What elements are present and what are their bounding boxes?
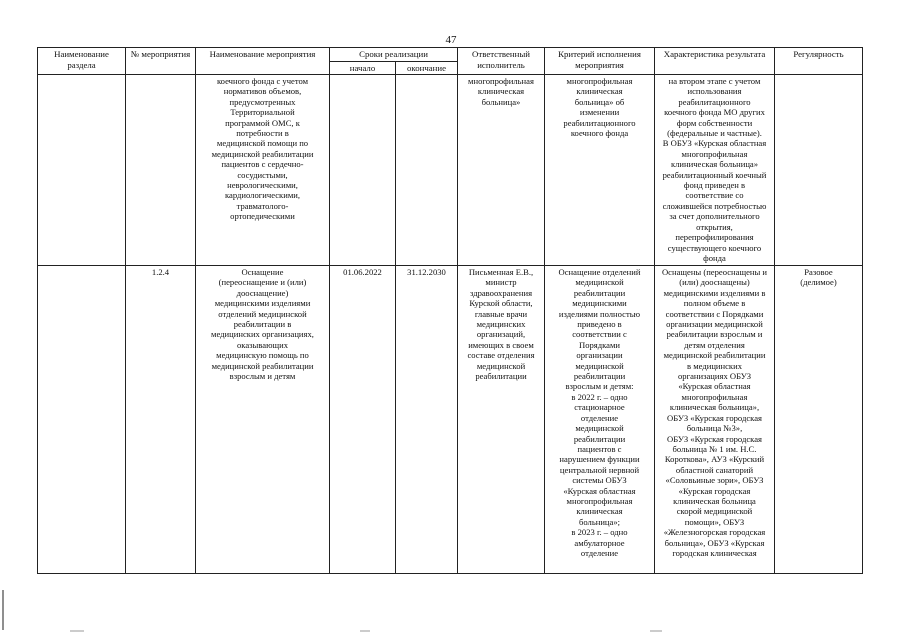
cell-criterion: Оснащение отделений медицинской реабилитации медицинскими изделиями полностью приведено в соответствии с Порядками организации медицинской реабилитации взрослым и детям: в 2022 г. – одно стационарное отделение медицинской реабилитации пациентов с нарушением функции центральной нервной системы ОБУЗ «Курская областная многопрофильная клиническая больница»; в 2023 г. – одно амбулаторное отделение [545,266,655,574]
col-header-start: начало [330,61,396,75]
col-header-result: Характеристика результата [655,48,775,75]
col-header-event-name: Наименование мероприятия [196,48,330,75]
events-table [37,47,863,574]
header-row [38,48,863,62]
table-row [38,266,863,574]
scan-edge-mark [2,590,4,630]
cell-end: 31.12.2030 [396,266,458,574]
cell-start [330,75,396,266]
cell-section [38,75,126,266]
cell-regularity [775,75,863,266]
cell-regularity: Разовое (делимое) [775,266,863,574]
cell-responsible: многопрофильная клиническая больница» [458,75,545,266]
col-header-criterion: Критерий исполнения мероприятия [545,48,655,75]
col-header-end: окончание [396,61,458,75]
col-header-deadlines: Сроки реализации [330,48,458,62]
cell-result: на втором этапе с учетом использования реабилитационного коечного фонда МО других форм собственности (федеральные и частные). В ОБУЗ «Курская областная многопрофильная клиническая больница» реабилитационный коечный фонд приведен в соответствие со сложившейся потребностью за счет дополнительного открытия, перепрофилирования существующего коечного фонда [655,75,775,266]
cell-criterion: многопрофильная клиническая больница» об изменении реабилитационного коечного фонда [545,75,655,266]
col-header-regularity: Регулярность [775,48,863,75]
cell-section [38,266,126,574]
cell-result: Оснащены (переоснащены и (или) дооснащены) медицинскими изделиями в полном объеме в соответствии с Порядками организации медицинской реабилитации взрослым и детям отделения медицинской реабилитации в медицинских организациях ОБУЗ «Курская областная многопрофильная клиническая больница», ОБУЗ «Курская городская больница №3», ОБУЗ «Курская городская больница № 1 им. Н.С. Короткова», АУЗ «Курский областной санаторий «Соловьиные зори», ОБУЗ «Курская городская клиническая больница скорой медицинской помощи», ОБУЗ «Железногорская городская больница», ОБУЗ «Курская городская клиническая [655,266,775,574]
page-number: 47 [445,34,457,46]
scan-smudge [650,630,662,632]
col-header-responsible: Ответственный исполнитель [458,48,545,75]
cell-number: 1.2.4 [126,266,196,574]
cell-responsible: Письменная Е.В., министр здравоохранения Курской области, главные врачи медицинских организаций, имеющих в своем составе отделения медицинской реабилитации [458,266,545,574]
cell-number [126,75,196,266]
cell-end [396,75,458,266]
cell-event-name: Оснащение (переоснащение и (или) дооснащение) медицинскими изделиями отделений медицинской реабилитации в медицинских организациях, оказывающих медицинскую помощь по медицинской реабилитации взрослым и детям [196,266,330,574]
col-header-section: Наименование раздела [38,48,126,75]
cell-start: 01.06.2022 [330,266,396,574]
table-row [38,75,863,266]
scan-smudge [360,630,370,632]
col-header-number: № мероприятия [126,48,196,75]
cell-event-name: коечного фонда с учетом нормативов объемов, предусмотренных Территориальной программой ОМС, к потребности в медицинской помощи по медицинской реабилитации пациентов с сердечно- сосудистыми, неврологическими, кардиологическими, травматолого- ортопедическими [196,75,330,266]
scan-smudge [70,630,84,632]
